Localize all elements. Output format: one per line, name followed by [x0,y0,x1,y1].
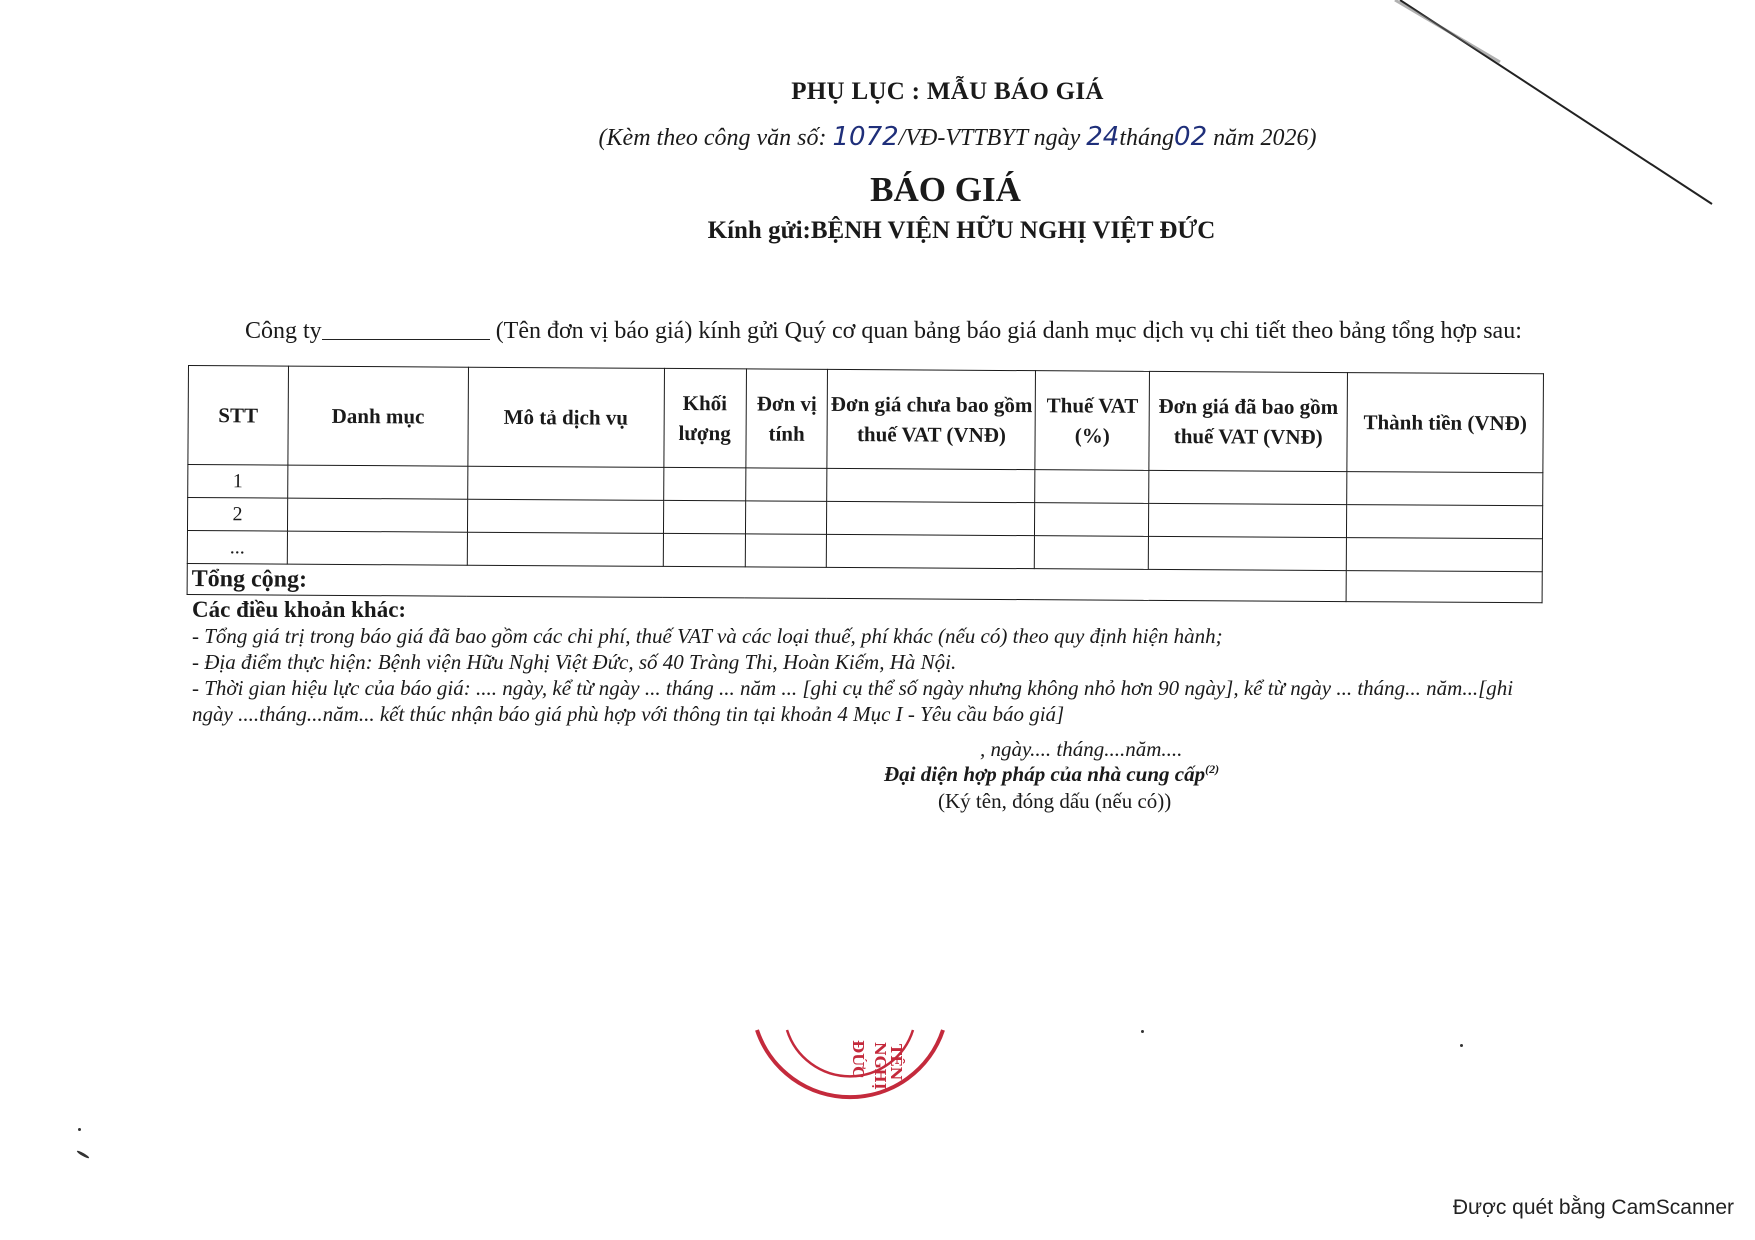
red-stamp [745,1020,955,1130]
intro-suffix: (Tên đơn vị báo giá) kính gửi Quý cơ quan bảng báo giá danh mục dịch vụ chi tiết theo bảng tổng hợp sau: [495,318,1522,344]
quote-table [187,365,1544,603]
terms-heading: Các điều khoản khác: [192,597,407,622]
table-cell [467,499,663,533]
table-cell [827,501,1035,535]
intro-prefix: Công ty [245,318,322,344]
stamp-text: TÊN [887,1044,905,1081]
table-cell [745,534,827,567]
ref-day-handwritten: 24 [1086,122,1120,152]
header-category: Danh mục [288,366,468,466]
scan-speck [1460,1044,1463,1047]
table-cell [663,500,745,534]
table-cell [745,468,827,501]
table-header-row [188,366,1544,473]
ref-month-handwritten: 02 [1174,122,1208,152]
scan-speck [1141,1030,1144,1033]
table-cell [467,466,663,500]
signature-date-line: , ngày.... tháng....năm.... [980,737,1183,761]
table-cell [1347,472,1543,506]
table-cell [467,532,663,566]
header-price-before-vat: Đơn giá chưa bao gồm thuế VAT (VNĐ) [827,369,1035,469]
stamp-text: NGHỊ [871,1042,889,1090]
header-description: Mô tả dịch vụ [468,367,664,467]
table-cell [1149,470,1347,504]
table-cell [1148,536,1346,570]
table-cell [827,468,1035,502]
row-stt: 2 [187,498,287,532]
ref-number-handwritten: 1072 [832,122,899,152]
ref-code: /VĐ-VTTBYT ngày [898,125,1081,151]
table-cell [1149,503,1347,537]
row-stt: 1 [188,465,288,499]
reference-line [80,122,1755,152]
sign-instruction: (Ký tên, đóng dấu (nếu có)) [938,789,1172,813]
ref-month-label: tháng [1119,125,1175,151]
terms-item: - Thời gian hiệu lực của báo giá: .... ngày, kể từ ngày ... tháng ... năm ... [ghi cụ thể số ngày nhưng không nhỏ hơn 90 ngày], kể từ ngày ... tháng... năm...[ghi ngày ....tháng...năm... kết thúc nhận báo giá phù hợp với thông tin tại khoản 4 Mục I - Yêu cầu báo giá] [192,676,1514,726]
table-cell [1346,538,1542,572]
table-cell [287,531,467,565]
other-terms [192,597,1552,727]
table-cell [287,498,467,532]
header-amount: Thành tiền (VNĐ) [1347,373,1544,473]
scanner-watermark: Được quét bằng CamScanner [1452,1196,1734,1219]
representative-note: (2) [1205,762,1220,776]
annex-title: PHỤ LỤC : MẪU BÁO GIÁ [791,78,1104,105]
row-stt: ... [187,530,287,564]
table-cell [1035,503,1149,537]
table-cell [827,534,1035,568]
total-label: Tổng cộng: [187,563,1346,601]
scan-speck [78,1128,81,1131]
ref-prefix: (Kèm theo công văn số: [598,125,827,151]
table-cell [1035,470,1149,504]
table-cell [745,501,827,534]
table-cell [1035,536,1149,570]
intro-line [245,318,1522,345]
header-quantity: Khối lượng [663,368,746,467]
table-cell [663,533,745,567]
representative-text: Đại diện hợp pháp của nhà cung cấp [884,762,1206,786]
terms-item: - Tổng giá trị trong báo giá đã bao gồm các chi phí, thuế VAT và các loại thuế, phí khác (nếu có) theo quy định hiện hành; [192,624,1223,648]
stamp-text: ĐỨC [849,1040,867,1079]
company-name-blank [322,339,490,340]
table-cell [288,465,468,499]
ref-year: năm 2026) [1213,125,1317,151]
representative-label [884,762,1219,787]
header-unit: Đơn vị tính [745,369,828,468]
terms-item: - Địa điểm thực hiện: Bệnh viện Hữu Nghị Việt Đức, số 40 Tràng Thi, Hoàn Kiếm, Hà Nội. [192,650,957,674]
recipient-line: Kính gửi:BỆNH VIỆN HỮU NGHỊ VIỆT ĐỨC [707,217,1216,244]
header-stt: STT [188,366,289,466]
table-cell [1347,505,1543,539]
header-vat-rate: Thuế VAT (%) [1035,371,1150,471]
header-price-with-vat: Đơn giá đã bao gồm thuế VAT (VNĐ) [1149,371,1347,471]
document-title: BÁO GIÁ [870,170,1021,209]
table-cell [663,467,745,501]
